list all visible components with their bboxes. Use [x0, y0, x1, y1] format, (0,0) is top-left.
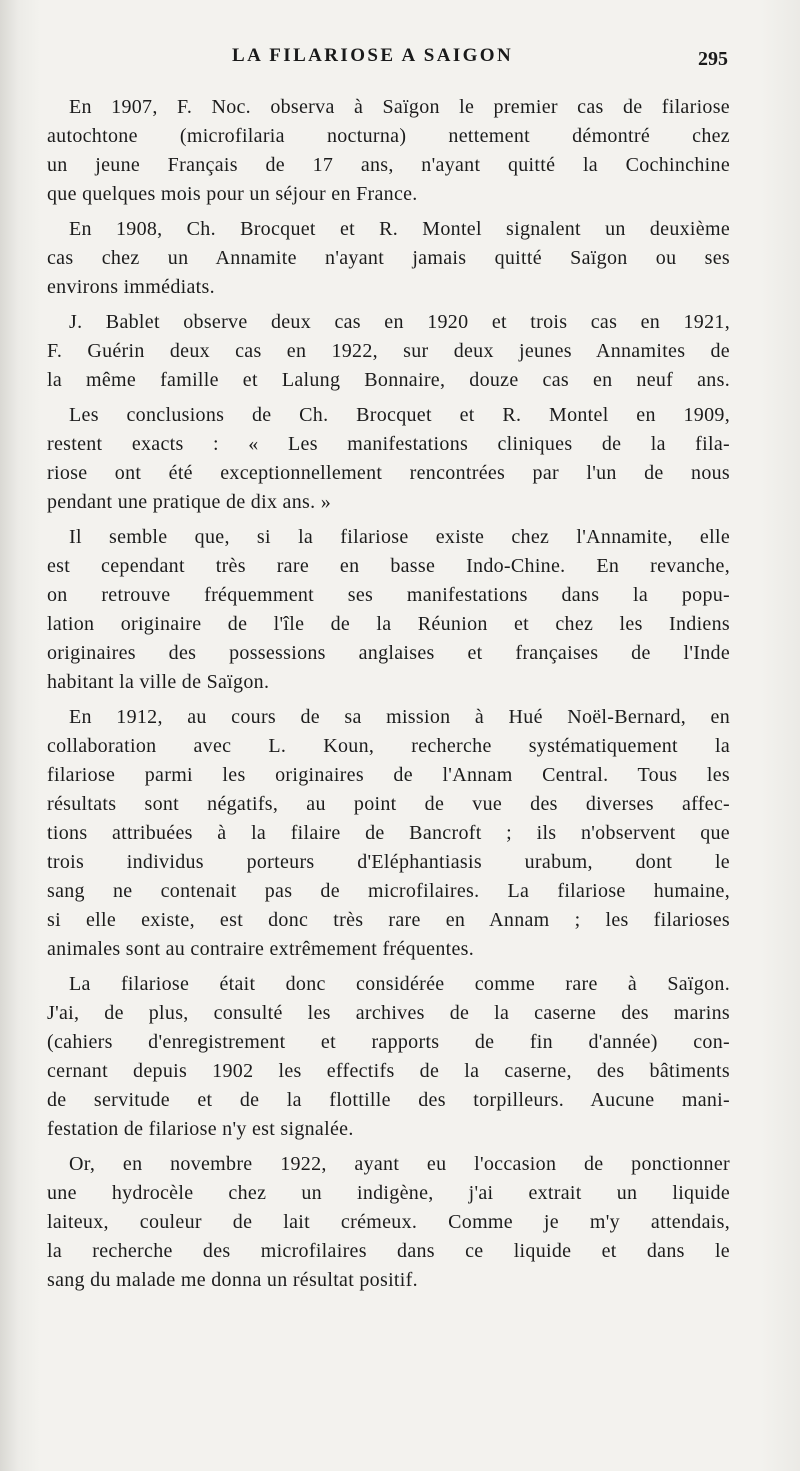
text-line: environs immédiats. — [47, 276, 215, 298]
text-line: que quelques mois pour un séjour en France. — [47, 183, 418, 205]
text-line: riose ont été exceptionnellement rencontrées par l'un de nous — [47, 462, 730, 484]
text-line: collaboration avec L. Koun, recherche systématiquement la — [47, 735, 730, 757]
body-text — [47, 93, 730, 1301]
paragraph-2 — [47, 215, 730, 302]
text-line: sang du malade me donna un résultat positif. — [47, 1269, 418, 1291]
text-line: Il semble que, si la filariose existe chez l'Annamite, elle — [69, 526, 730, 548]
text-line: trois individus porteurs d'Eléphantiasis urabum, dont le — [47, 851, 730, 873]
text-line: En 1908, Ch. Brocquet et R. Montel signalent un deuxième — [69, 218, 730, 240]
text-line: Or, en novembre 1922, ayant eu l'occasion de ponctionner — [69, 1153, 730, 1175]
text-line: J. Bablet observe deux cas en 1920 et trois cas en 1921, — [69, 311, 730, 333]
running-head — [0, 45, 800, 75]
text-line: est cependant très rare en basse Indo-Chine. En revanche, — [47, 555, 730, 577]
text-line: F. Guérin deux cas en 1922, sur deux jeunes Annamites de — [47, 340, 730, 362]
text-line: Les conclusions de Ch. Brocquet et R. Montel en 1909, — [69, 404, 730, 426]
text-line: originaires des possessions anglaises et françaises de l'Inde — [47, 642, 730, 664]
text-line: une hydrocèle chez un indigène, j'ai extrait un liquide — [47, 1182, 730, 1204]
text-line: (cahiers d'enregistrement et rapports de fin d'année) con- — [47, 1031, 730, 1053]
text-line: un jeune Français de 17 ans, n'ayant quitté la Cochinchine — [47, 154, 730, 176]
text-line: restent exacts : « Les manifestations cliniques de la fila- — [47, 433, 730, 455]
text-line: sang ne contenait pas de microfilaires. La filariose humaine, — [47, 880, 730, 902]
paragraph-8 — [47, 1150, 730, 1295]
text-line: animales sont au contraire extrêmement fréquentes. — [47, 938, 475, 960]
text-line: festation de filariose n'y est signalée. — [47, 1118, 354, 1140]
text-line: La filariose était donc considérée comme rare à Saïgon. — [69, 973, 730, 995]
text-line: En 1912, au cours de sa mission à Hué Noël-Bernard, en — [69, 706, 730, 728]
paragraph-6 — [47, 703, 730, 964]
text-line: autochtone (microfilaria nocturna) nettement démontré chez — [47, 125, 730, 147]
text-line: habitant la ville de Saïgon. — [47, 671, 270, 693]
running-title: LA FILARIOSE A SAIGON — [232, 45, 514, 66]
paragraph-4 — [47, 401, 730, 517]
text-line: cas chez un Annamite n'ayant jamais quitté Saïgon ou ses — [47, 247, 730, 269]
text-line: résultats sont négatifs, au point de vue des diverses affec- — [47, 793, 730, 815]
text-line: la même famille et Lalung Bonnaire, douze cas en neuf ans. — [47, 369, 730, 391]
text-line: si elle existe, est donc très rare en Annam ; les filarioses — [47, 909, 730, 931]
text-line: En 1907, F. Noc. observa à Saïgon le premier cas de filariose — [69, 96, 730, 118]
text-line: pendant une pratique de dix ans. » — [47, 491, 332, 513]
paragraph-1 — [47, 93, 730, 209]
text-line: filariose parmi les originaires de l'Annam Central. Tous les — [47, 764, 730, 786]
text-line: on retrouve fréquemment ses manifestations dans la popu- — [47, 584, 730, 606]
page-number: 295 — [698, 48, 728, 70]
text-line: laiteux, couleur de lait crémeux. Comme je m'y attendais, — [47, 1211, 730, 1233]
text-line: lation originaire de l'île de la Réunion et chez les Indiens — [47, 613, 730, 635]
text-line: de servitude et de la flottille des torpilleurs. Aucune mani- — [47, 1089, 730, 1111]
text-line: tions attribuées à la filaire de Bancroft ; ils n'observent que — [47, 822, 730, 844]
text-line: J'ai, de plus, consulté les archives de la caserne des marins — [47, 1002, 730, 1024]
paragraph-3 — [47, 308, 730, 395]
text-line: la recherche des microfilaires dans ce liquide et dans le — [47, 1240, 730, 1262]
paragraph-7 — [47, 970, 730, 1144]
paragraph-5 — [47, 523, 730, 697]
text-line: cernant depuis 1902 les effectifs de la caserne, des bâtiments — [47, 1060, 730, 1082]
